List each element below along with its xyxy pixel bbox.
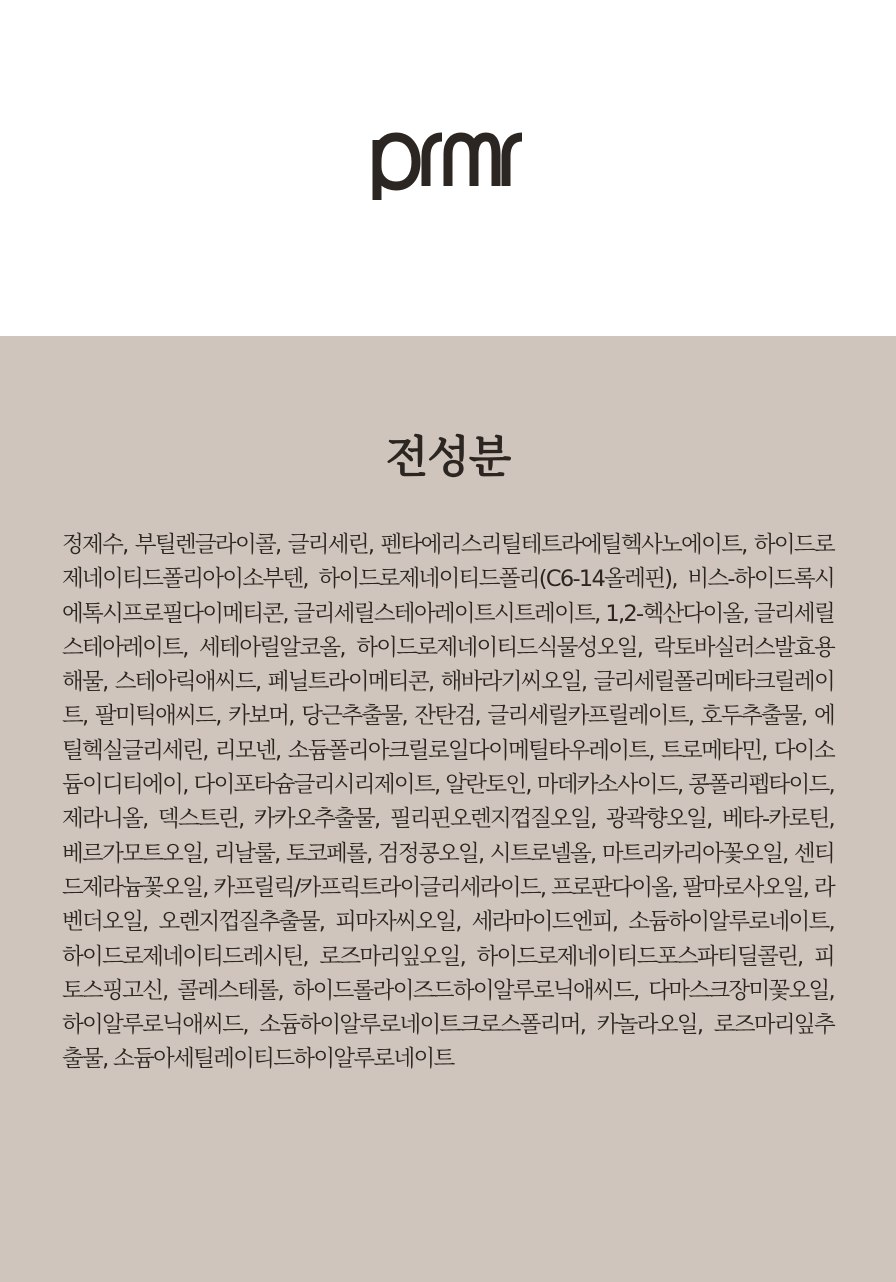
brand-logo (372, 112, 524, 202)
ingredients-panel (0, 336, 896, 1282)
header-area (0, 0, 896, 336)
ingredients-list: 정제수, 부틸렌글라이콜, 글리세린, 펜타에리스리틸테트라에틸헥사노에이트, 하이드로제네이티드폴리아이소부텐, 하이드로제네이티드폴리(C6-14올레핀), 비스-하이드록시에톡시프로필다이메티콘, 글리세릴스테아레이트시트레이트, 1,2-헥산다이올, 글리세릴스테아레이트, 세테아릴알코올, 하이드로제네이티드식물성오일, 락토바실러스발효용해물, 스테아릭애씨드, 페닐트라이메티콘, 해바라기씨오일, 글리세릴폴리메타크릴레이트, 팔미틱애씨드, 카보머, 당근추출물, 잔탄검, 글리세릴카프릴레이트, 호두추출물, 에틸헥실글리세린, 리모넨, 소듐폴리아크릴로일다이메틸타우레이트, 트로메타민, 다이소듐이디티에이, 다이포타슘글리시리제이트, 알란토인, 마데카소사이드, 콩폴리펩타이드, 제라니올, 덱스트린, 카카오추출물, 필리핀오렌지껍질오일, 광곽향오일, 베타-카로틴, 베르가모트오일, 리날룰, 토코페롤, 검정콩오일, 시트로넬올, 마트리카리아꽃오일, 센티드제라늄꽃오일, 카프릴릭/카프릭트라이글리세라이드, 프로판다이올, 팔마로사오일, 라벤더오일, 오렌지껍질추출물, 피마자씨오일, 세라마이드엔피, 소듐하이알루로네이트, 하이드로제네이티드레시틴, 로즈마리잎오일, 하이드로제네이티드포스파티딜콜린, 피토스핑고신, 콜레스테롤, 하이드롤라이즈드하이알루로닉애씨드, 다마스크장미꽃오일, 하이알루로닉애씨드, 소듐하이알루로네이트크로스폴리머, 카놀라오일, 로즈마리잎추출물, 소듐아세틸레이티드하이알루로네이트 (62, 532, 834, 1073)
section-title: 전성분 (385, 432, 511, 483)
